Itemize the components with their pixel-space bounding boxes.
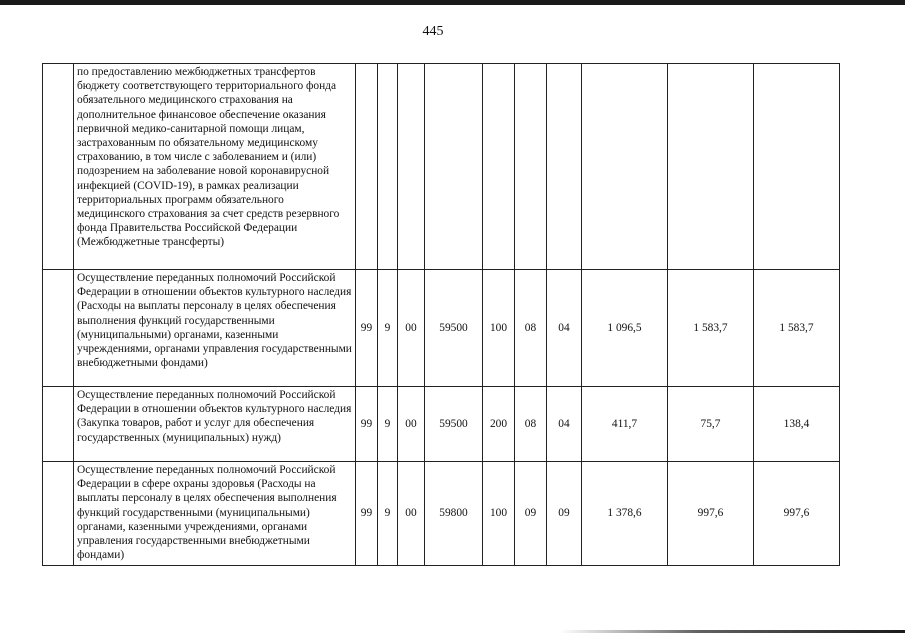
scan-bottom-border [560, 630, 905, 633]
table-row [43, 64, 840, 270]
code-cell [515, 64, 547, 270]
code-cell: 9 [378, 462, 398, 566]
description-cell: Осуществление переданных полномочий Российской Федерации в сфере охраны здоровья (Расходы на выплаты персоналу в целях обеспечения выполнения функций государственными (муниципальными) органами, казенными учреждениями, органами управления государственными внебюджетными фондами) [74, 462, 356, 566]
code-cell: 08 [515, 387, 547, 462]
amount-cell: 1 583,7 [668, 270, 754, 387]
amount-cell [582, 64, 668, 270]
amount-cell: 411,7 [582, 387, 668, 462]
table-row [43, 387, 840, 462]
amount-cell: 1 583,7 [754, 270, 840, 387]
table-row [43, 462, 840, 566]
description-cell: по предоставлению межбюджетных трансфертов бюджету соответствующего территориального фонда обязательного медицинского страхования на дополнительное финансовое обеспечение оказания первичной медико-санитарной помощи лицам, застрахованным по обязательному медицинскому страхованию, в том числе с заболеванием и (или) подозрением на заболевание новой коронавирусной инфекцией (COVID-19), в рамках реализации территориальных программ обязательного медицинского страхования за счет средств резервного фонда Правительства Российской Федерации (Межбюджетные трансферты) [74, 64, 356, 270]
code-cell: 99 [356, 270, 378, 387]
code-cell: 59500 [425, 387, 483, 462]
code-cell: 200 [483, 387, 515, 462]
code-cell: 04 [547, 270, 582, 387]
amount-cell: 1 096,5 [582, 270, 668, 387]
row-number-cell [43, 270, 74, 387]
row-number-cell [43, 64, 74, 270]
amount-cell: 75,7 [668, 387, 754, 462]
code-cell: 99 [356, 462, 378, 566]
code-cell: 100 [483, 270, 515, 387]
amount-cell: 1 378,6 [582, 462, 668, 566]
code-cell [398, 64, 425, 270]
page-number: 445 [422, 24, 444, 39]
amount-cell [668, 64, 754, 270]
code-cell: 99 [356, 387, 378, 462]
row-number-cell [43, 387, 74, 462]
code-cell: 59800 [425, 462, 483, 566]
amount-cell: 997,6 [668, 462, 754, 566]
code-cell: 00 [398, 387, 425, 462]
code-cell: 00 [398, 270, 425, 387]
code-cell: 59500 [425, 270, 483, 387]
amount-cell: 138,4 [754, 387, 840, 462]
description-cell: Осуществление переданных полномочий Российской Федерации в отношении объектов культурного наследия (Закупка товаров, работ и услуг для обеспечения государственных (муниципальных) нужд) [74, 387, 356, 462]
code-cell: 04 [547, 387, 582, 462]
code-cell: 00 [398, 462, 425, 566]
code-cell [483, 64, 515, 270]
code-cell [378, 64, 398, 270]
code-cell [425, 64, 483, 270]
code-cell: 09 [547, 462, 582, 566]
code-cell: 08 [515, 270, 547, 387]
code-cell [356, 64, 378, 270]
budget-table [42, 63, 840, 566]
amount-cell: 997,6 [754, 462, 840, 566]
amount-cell [754, 64, 840, 270]
scan-top-border [0, 0, 905, 5]
row-number-cell [43, 462, 74, 566]
code-cell: 09 [515, 462, 547, 566]
description-cell: Осуществление переданных полномочий Российской Федерации в отношении объектов культурного наследия (Расходы на выплаты персоналу в целях обеспечения выполнения функций государственными (муниципальными) органами, казенными учреждениями, органами управления государственными внебюджетными фондами) [74, 270, 356, 387]
code-cell [547, 64, 582, 270]
code-cell: 100 [483, 462, 515, 566]
table-row [43, 270, 840, 387]
code-cell: 9 [378, 270, 398, 387]
code-cell: 9 [378, 387, 398, 462]
